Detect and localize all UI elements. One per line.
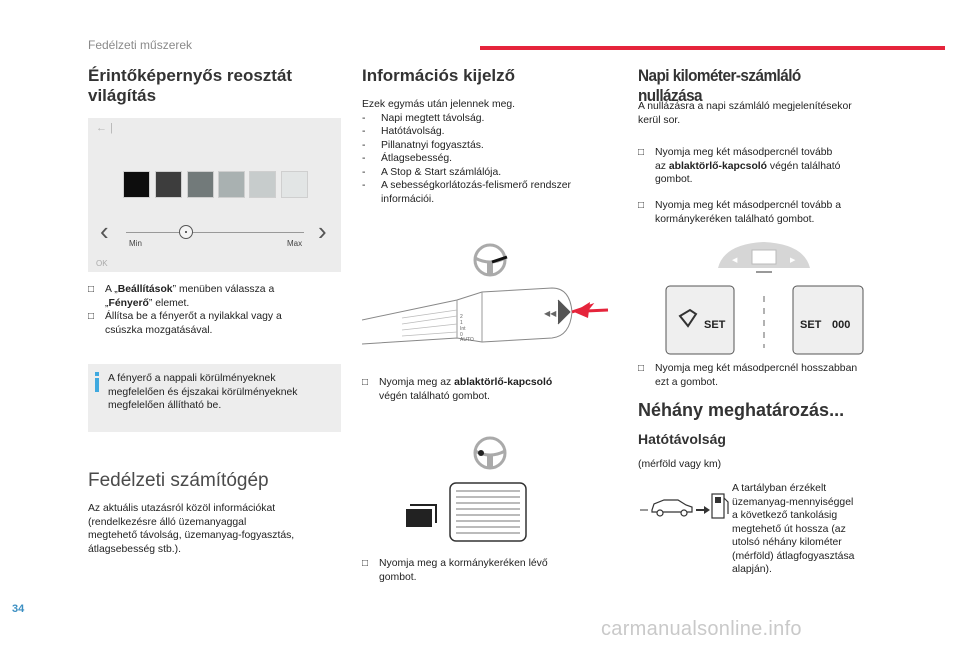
checkbox-bullet-icon: □	[638, 147, 645, 158]
brightness-step-1: □ A „Beállítások” menüben válassza a „Fényerő” elemet.	[88, 284, 275, 309]
checkbox-bullet-icon: □	[88, 311, 95, 322]
brightness-swatch-1[interactable]	[123, 171, 150, 198]
trip-reset-intro: A nullázásra a napi számláló megjelenítésekor kerül sor.	[638, 101, 852, 126]
wiper-stalk-body	[362, 288, 572, 344]
brightness-swatch-2[interactable]	[155, 171, 182, 198]
trip-reset-step-2: □ Nyomja meg két másodpercnél tovább a kormánykeréken található gombot.	[638, 200, 841, 225]
stalk-end-button[interactable]	[558, 300, 570, 324]
wiper-stalk-illustration	[362, 240, 612, 360]
column-brightness	[88, 66, 341, 106]
svg-text:◀: ◀	[732, 257, 738, 264]
stalk-label: AUTO	[460, 337, 474, 343]
brightness-swatch-3[interactable]	[187, 171, 214, 198]
section-label: Fedélzeti műszerek	[88, 38, 193, 52]
info-display-intro: Ezek egymás után jelennek meg.	[362, 99, 516, 110]
checkbox-bullet-icon: □	[362, 558, 369, 569]
ok-label[interactable]: OK	[96, 259, 108, 268]
wiper-arrow-icon: ◀◀	[544, 309, 557, 318]
trip-computer-body: Az aktuális utazásról közöl információkat (rendelkezésre álló üzemanyaggal megtehető távolság, üzemanyag-fogyasztás, átlagsebesség stb.).	[88, 503, 295, 555]
trip-computer-title: Fedélzeti számítógép	[88, 470, 269, 491]
chevron-right-icon[interactable]: ›	[318, 216, 327, 246]
definitions-title: Néhány meghatározás...	[638, 400, 845, 420]
steering-button-illustration	[400, 435, 540, 545]
checkbox-bullet-icon: □	[638, 200, 645, 211]
list-item: - A Stop & Start számlálója.	[362, 166, 502, 178]
watermark: carmanualsonline.info	[601, 618, 802, 640]
brightness-instructions	[88, 283, 341, 337]
slider-min-label: Min	[129, 239, 142, 248]
car-icon	[652, 500, 692, 516]
brightness-title: Érintőképernyős reosztát világítás	[88, 66, 293, 105]
info-display-title: Információs kijelző	[362, 66, 516, 85]
svg-text:▶: ▶	[790, 257, 796, 264]
checkbox-bullet-icon: □	[638, 363, 645, 374]
trip-reset-title: Napi kilométer-számláló nullázása	[638, 66, 801, 105]
steering-wheel-button[interactable]	[450, 483, 526, 541]
stalk-label: Int	[460, 326, 466, 332]
trip-reset-step-3: □ Nyomja meg két másodpercnél hosszabban ezt a gombot.	[638, 363, 858, 388]
back-arrow-icon[interactable]: ← |	[96, 122, 113, 134]
range-subtitle: Hatótávolság	[638, 431, 726, 447]
touchscreen-brightness-screen	[88, 118, 341, 272]
stalk-label: 1	[460, 320, 463, 326]
slider-max-label: Max	[287, 239, 303, 248]
range-illustration	[638, 480, 730, 522]
list-item: - Hatótávolság.	[362, 126, 445, 137]
info-icon	[95, 372, 99, 392]
info-display-step-2: □ Nyomja meg a kormánykeréken lévő gombot.	[362, 558, 548, 583]
set-label-left: SET	[704, 319, 726, 331]
checkbox-bullet-icon: □	[88, 284, 95, 295]
list-item: - Pillanatnyi fogyasztás.	[362, 139, 484, 151]
instrument-cluster-icon	[718, 242, 810, 272]
set-label-right: SET	[800, 319, 822, 331]
display-screen-icon	[406, 509, 432, 527]
list-item: - A sebességkorlátozás-felismerő rendszer információi.	[362, 180, 572, 205]
info-display-step-1: □ Nyomja meg az ablaktörlő-kapcsoló végén található gombot.	[362, 377, 553, 402]
brightness-swatch-5[interactable]	[249, 171, 276, 198]
section-red-bar	[480, 46, 945, 50]
stalk-label: 2	[460, 314, 463, 320]
brightness-slider-knob[interactable]	[179, 225, 193, 239]
cluster-set-illustration	[660, 236, 870, 358]
brightness-swatch-6[interactable]	[281, 171, 308, 198]
info-note-text: A fényerő a nappali körülményeknek megfelelően és éjszakai körülményeknek megfelelően állítható be.	[108, 373, 298, 411]
page-number: 34	[12, 603, 25, 615]
list-item: - Napi megtett távolság.	[362, 112, 485, 124]
chevron-left-icon[interactable]: ‹	[100, 216, 109, 246]
brightness-swatch-4[interactable]	[218, 171, 245, 198]
fuel-pump-icon	[712, 494, 728, 518]
trip-reset-step-1: □ Nyomja meg két másodpercnél tovább az ablaktörlő-kapcsoló végén található gombot.	[638, 147, 841, 185]
brightness-slider-track[interactable]	[126, 232, 304, 233]
range-definition-text: A tartályban érzékelt üzemanyag-mennyiséggel a következő tankolásig megtehető út hossza (az utolsó néhány kilométer (mérföld) átlagfogyasztása alapján).	[732, 483, 855, 575]
column-info-display	[362, 66, 607, 86]
stalk-label: 0	[460, 332, 463, 338]
info-note-box	[88, 364, 341, 432]
brightness-step-2: □ Állítsa be a fényerőt a nyilakkal vagy a csúszka mozgatásával.	[88, 311, 282, 336]
set-zero-label: 000	[832, 319, 851, 331]
checkbox-bullet-icon: □	[362, 377, 369, 388]
range-unit-note: (mérföld vagy km)	[638, 459, 722, 470]
info-display-list	[362, 98, 607, 206]
list-item: - Átlagsebesség.	[362, 153, 453, 164]
